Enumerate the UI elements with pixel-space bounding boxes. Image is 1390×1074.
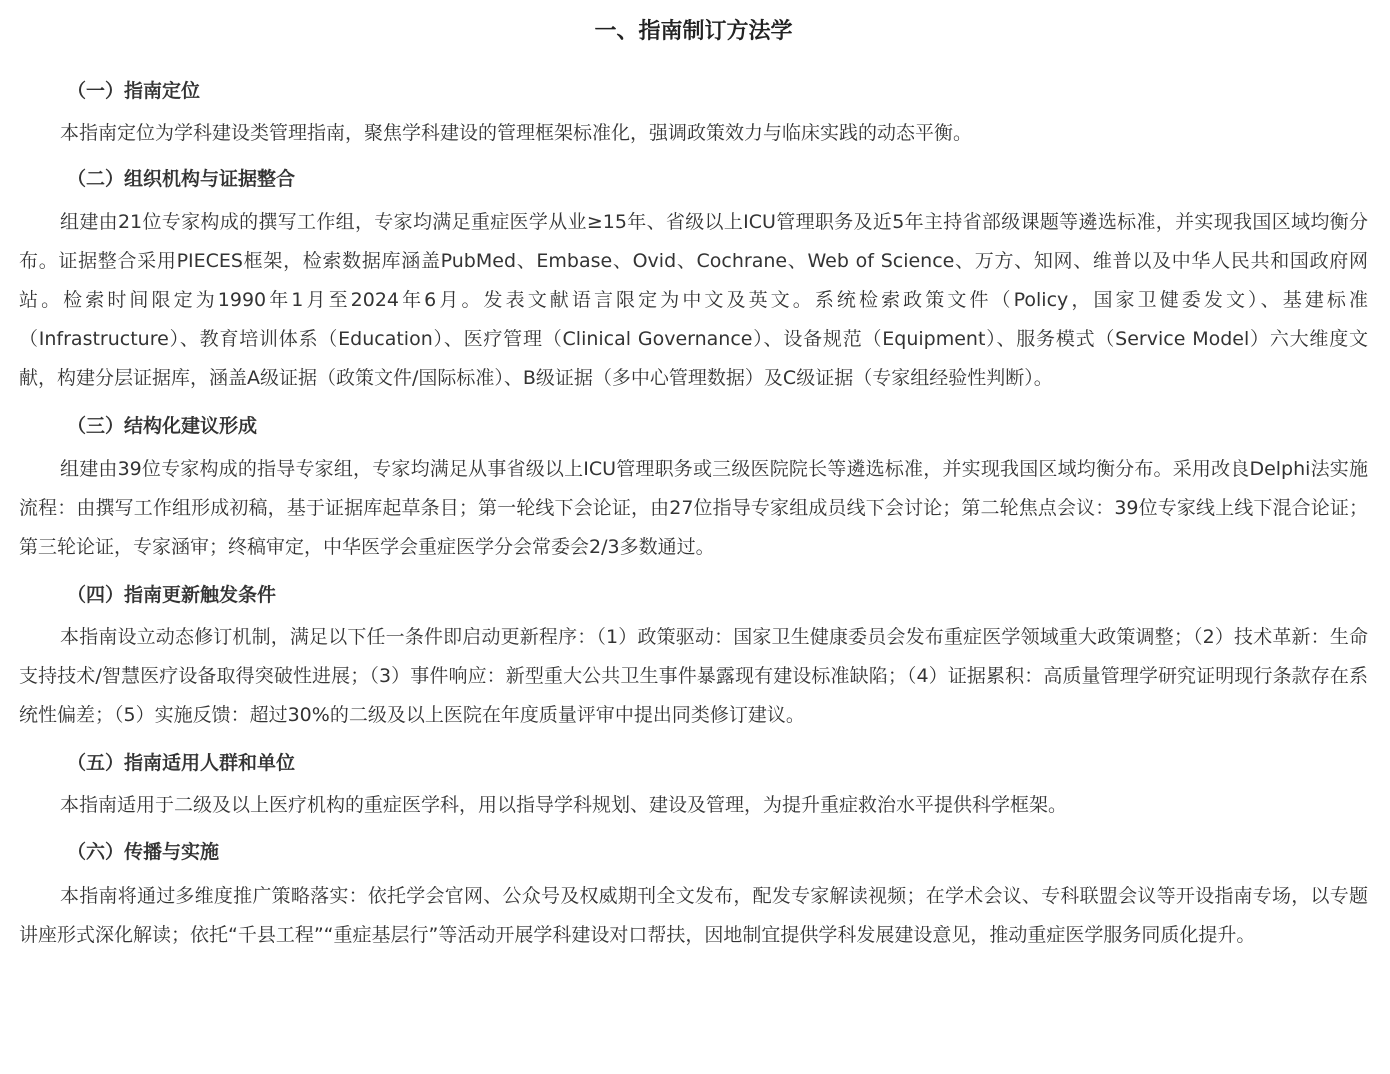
section-heading-positioning: （一）指南定位 xyxy=(67,80,201,102)
section-body-dissemination: 本指南将通过多维度推广策略落实：依托学会官网、公众号及权威期刊全文发布，配发专家解读视频；在学术会议、专科联盟会议等开设指南专场，以专题讲座形式深化解读；依托“千县工程”“重症基层行”等活动开展学科建设对口帮扶，因地制宜提供学科发展建设意见，推动重症医学服务同质化提升。 xyxy=(19,885,1368,946)
section-body-positioning: 本指南定位为学科建设类管理指南，聚焦学科建设的管理框架标准化，强调政策效力与临床实践的动态平衡。 xyxy=(60,122,973,144)
document-title: 一、指南制订方法学 xyxy=(594,19,793,44)
section-heading-dissemination: （六）传播与实施 xyxy=(67,841,220,863)
section-body-organization-evidence: 组建由21位专家构成的撰写工作组，专家均满足重症医学从业≥15年、省级以上ICU管理职务及近5年主持省部级课题等遴选标准，并实现我国区域均衡分布。证据整合采用PIECES框架，检索数据库涵盖PubMed、Embase、Ovid、Cochrane、Web of Science、万方、知网、维普以及中华人民共和国政府网站。检索时间限定为1990年1月至2024年6月。发表文献语言限定为中文及英文。系统检索政策文件（Policy，国家卫健委发文）、基建标准（Infrastructure）、教育培训体系（Education）、医疗管理（Clinical Governance）、设备规范（Equipment）、服务模式（Service Model）六大维度文献，构建分层证据库，涵盖A级证据（政策文件/国际标准）、B级证据（多中心管理数据）及C级证据（专家组经验性判断）。 xyxy=(19,211,1368,389)
section-heading-organization-evidence: （二）组织机构与证据整合 xyxy=(67,168,296,190)
section-body-recommendations: 组建由39位专家构成的指导专家组，专家均满足从事省级以上ICU管理职务或三级医院院长等遴选标准，并实现我国区域均衡分布。采用改良Delphi法实施流程：由撰写工作组形成初稿，基于证据库起草条目；第一轮线下会论证，由27位指导专家组成员线下会讨论；第二轮焦点会议：39位专家线上线下混合论证；第三轮论证，专家涵审；终稿审定，中华医学会重症医学分会常委会2/3多数通过。 xyxy=(19,458,1368,558)
section-heading-recommendations: （三）结构化建议形成 xyxy=(67,415,258,437)
section-body-update-triggers: 本指南设立动态修订机制，满足以下任一条件即启动更新程序：（1）政策驱动：国家卫生健康委员会发布重症医学领域重大政策调整；（2）技术革新：生命支持技术/智慧医疗设备取得突破性进展；（3）事件响应：新型重大公共卫生事件暴露现有建设标准缺陷；（4）证据累积：高质量管理学研究证明现行条款存在系统性偏差；（5）实施反馈：超过30%的二级及以上医院在年度质量评审中提出同类修订建议。 xyxy=(19,626,1368,726)
section-heading-applicability: （五）指南适用人群和单位 xyxy=(67,752,296,774)
section-body-applicability: 本指南适用于二级及以上医疗机构的重症医学科，用以指导学科规划、建设及管理，为提升重症救治水平提供科学框架。 xyxy=(60,794,1068,816)
section-heading-update-triggers: （四）指南更新触发条件 xyxy=(67,584,277,606)
